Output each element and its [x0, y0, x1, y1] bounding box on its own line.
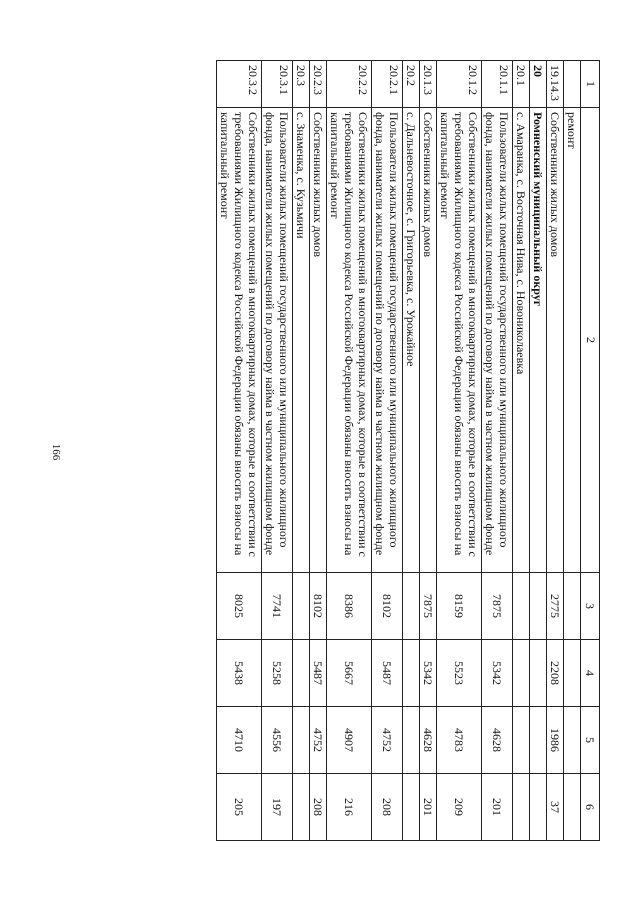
header-cell: 2 — [581, 108, 600, 573]
table-row — [420, 61, 437, 841]
row-name-cell: Собственники жилых помещений в многоквартирных домах, которые в соответствии с требованиями Жилищного кодекса Российской Федерации обязаны вносить взносы на капитальный ремонт — [217, 108, 262, 573]
row-code-cell: 20.3 — [293, 61, 310, 108]
row-code-cell: 19.14.3 — [547, 61, 564, 108]
row-value-cell: 4907 — [327, 707, 372, 774]
row-name-cell: Пользователи жилых помещений государственного или муниципального жилищного фонда, наниматели жилых помещений по договору найма в частном жилищном фонде — [372, 108, 403, 573]
row-value-cell: 8102 — [372, 573, 403, 640]
table-row — [262, 61, 293, 841]
row-value-cell: 4710 — [217, 707, 262, 774]
row-value-cell — [293, 640, 310, 707]
row-value-cell: 4628 — [420, 707, 437, 774]
row-name-cell: с. Дальневосточное, с. Григорьевка, с. Урожайное — [403, 108, 420, 573]
row-value-cell: 4752 — [372, 707, 403, 774]
row-name-cell: Собственники жилых домов — [310, 108, 327, 573]
row-value-cell: 5342 — [482, 640, 513, 707]
row-value-cell: 8386 — [327, 573, 372, 640]
header-cell: 5 — [581, 707, 600, 774]
row-code-cell: 20.1.3 — [420, 61, 437, 108]
row-value-cell: 8159 — [437, 573, 482, 640]
row-name-cell: Ромненский муниципальный округ — [530, 108, 547, 573]
row-value-cell: 7875 — [482, 573, 513, 640]
row-value-cell: 4752 — [310, 707, 327, 774]
table-row — [547, 61, 564, 841]
rotated-table-wrapper — [100, 60, 600, 840]
row-value-cell: 216 — [327, 774, 372, 841]
row-value-cell: 7875 — [420, 573, 437, 640]
row-value-cell — [513, 774, 530, 841]
row-name-cell: Пользователи жилых помещений государственного или муниципального жилищного фонда, наниматели жилых помещений по договору найма в частном жилищном фонде — [482, 108, 513, 573]
table-row — [293, 61, 310, 841]
row-value-cell: 197 — [262, 774, 293, 841]
row-value-cell: 1986 — [547, 707, 564, 774]
row-code-cell: 20.3.2 — [217, 61, 262, 108]
row-value-cell — [513, 573, 530, 640]
table-row — [403, 61, 420, 841]
tariff-table — [216, 60, 600, 841]
row-value-cell: 8025 — [217, 573, 262, 640]
row-value-cell — [530, 774, 547, 841]
table-row — [372, 61, 403, 841]
row-value-cell: 201 — [420, 774, 437, 841]
row-code-cell: 20.3.1 — [262, 61, 293, 108]
row-value-cell: 2208 — [547, 640, 564, 707]
row-value-cell: 2775 — [547, 573, 564, 640]
row-code-cell: 20.2.3 — [310, 61, 327, 108]
row-value-cell — [513, 707, 530, 774]
row-value-cell — [564, 573, 581, 640]
row-value-cell — [293, 707, 310, 774]
table-row — [530, 61, 547, 841]
row-value-cell: 208 — [372, 774, 403, 841]
row-code-cell: 20.1 — [513, 61, 530, 108]
row-value-cell: 209 — [437, 774, 482, 841]
row-code-cell: 20 — [530, 61, 547, 108]
table-row — [437, 61, 482, 841]
row-code-cell — [564, 61, 581, 108]
row-value-cell — [403, 707, 420, 774]
row-name-cell: ремонт — [564, 108, 581, 573]
row-value-cell: 4556 — [262, 707, 293, 774]
row-name-cell: Собственники жилых помещений в многоквартирных домах, которые в соответствии с требованиями Жилищного кодекса Российской Федерации обязаны вносить взносы на капитальный ремонт — [437, 108, 482, 573]
row-code-cell: 20.1.2 — [437, 61, 482, 108]
row-name-cell: Собственники жилых домов — [547, 108, 564, 573]
table-row — [513, 61, 530, 841]
row-value-cell — [403, 573, 420, 640]
row-code-cell: 20.2.2 — [327, 61, 372, 108]
row-name-cell: Собственники жилых домов — [420, 108, 437, 573]
row-value-cell — [403, 774, 420, 841]
table-row — [482, 61, 513, 841]
row-value-cell — [513, 640, 530, 707]
row-value-cell: 8102 — [310, 573, 327, 640]
row-value-cell — [403, 640, 420, 707]
table-row — [310, 61, 327, 841]
row-name-cell: Пользователи жилых помещений государственного или муниципального жилищного фонда, наниматели жилых помещений по договору найма в частном жилищном фонде — [262, 108, 293, 573]
row-value-cell — [530, 640, 547, 707]
row-value-cell — [293, 774, 310, 841]
header-cell: 6 — [581, 774, 600, 841]
row-value-cell: 205 — [217, 774, 262, 841]
table-header-row — [581, 61, 600, 841]
row-value-cell — [530, 573, 547, 640]
row-value-cell: 201 — [482, 774, 513, 841]
row-value-cell: 4628 — [482, 707, 513, 774]
row-name-cell: с. Амаранка, с. Восточная Нива, с. Новониколаевка — [513, 108, 530, 573]
header-cell: 4 — [581, 640, 600, 707]
row-value-cell — [564, 774, 581, 841]
row-value-cell: 4783 — [437, 707, 482, 774]
row-value-cell: 7741 — [262, 573, 293, 640]
row-value-cell: 5487 — [372, 640, 403, 707]
header-cell: 1 — [581, 61, 600, 108]
row-value-cell — [293, 573, 310, 640]
row-value-cell: 37 — [547, 774, 564, 841]
row-value-cell: 5258 — [262, 640, 293, 707]
page-number: 166 — [50, 443, 62, 461]
row-value-cell: 5667 — [327, 640, 372, 707]
row-value-cell: 208 — [310, 774, 327, 841]
header-cell: 3 — [581, 573, 600, 640]
table-row — [327, 61, 372, 841]
table-row — [217, 61, 262, 841]
row-value-cell: 5523 — [437, 640, 482, 707]
table-row — [564, 61, 581, 841]
row-value-cell — [564, 640, 581, 707]
row-name-cell: Собственники жилых помещений в многоквартирных домах, которые в соответствии с требованиями Жилищного кодекса Российской Федерации обязаны вносить взносы на капитальный ремонт — [327, 108, 372, 573]
row-name-cell: с. Знаменка, с. Кузьмичи — [293, 108, 310, 573]
row-value-cell — [564, 707, 581, 774]
row-code-cell: 20.2.1 — [372, 61, 403, 108]
row-value-cell — [530, 707, 547, 774]
row-value-cell: 5487 — [310, 640, 327, 707]
row-code-cell: 20.2 — [403, 61, 420, 108]
row-value-cell: 5342 — [420, 640, 437, 707]
row-code-cell: 20.1.1 — [482, 61, 513, 108]
row-value-cell: 5438 — [217, 640, 262, 707]
